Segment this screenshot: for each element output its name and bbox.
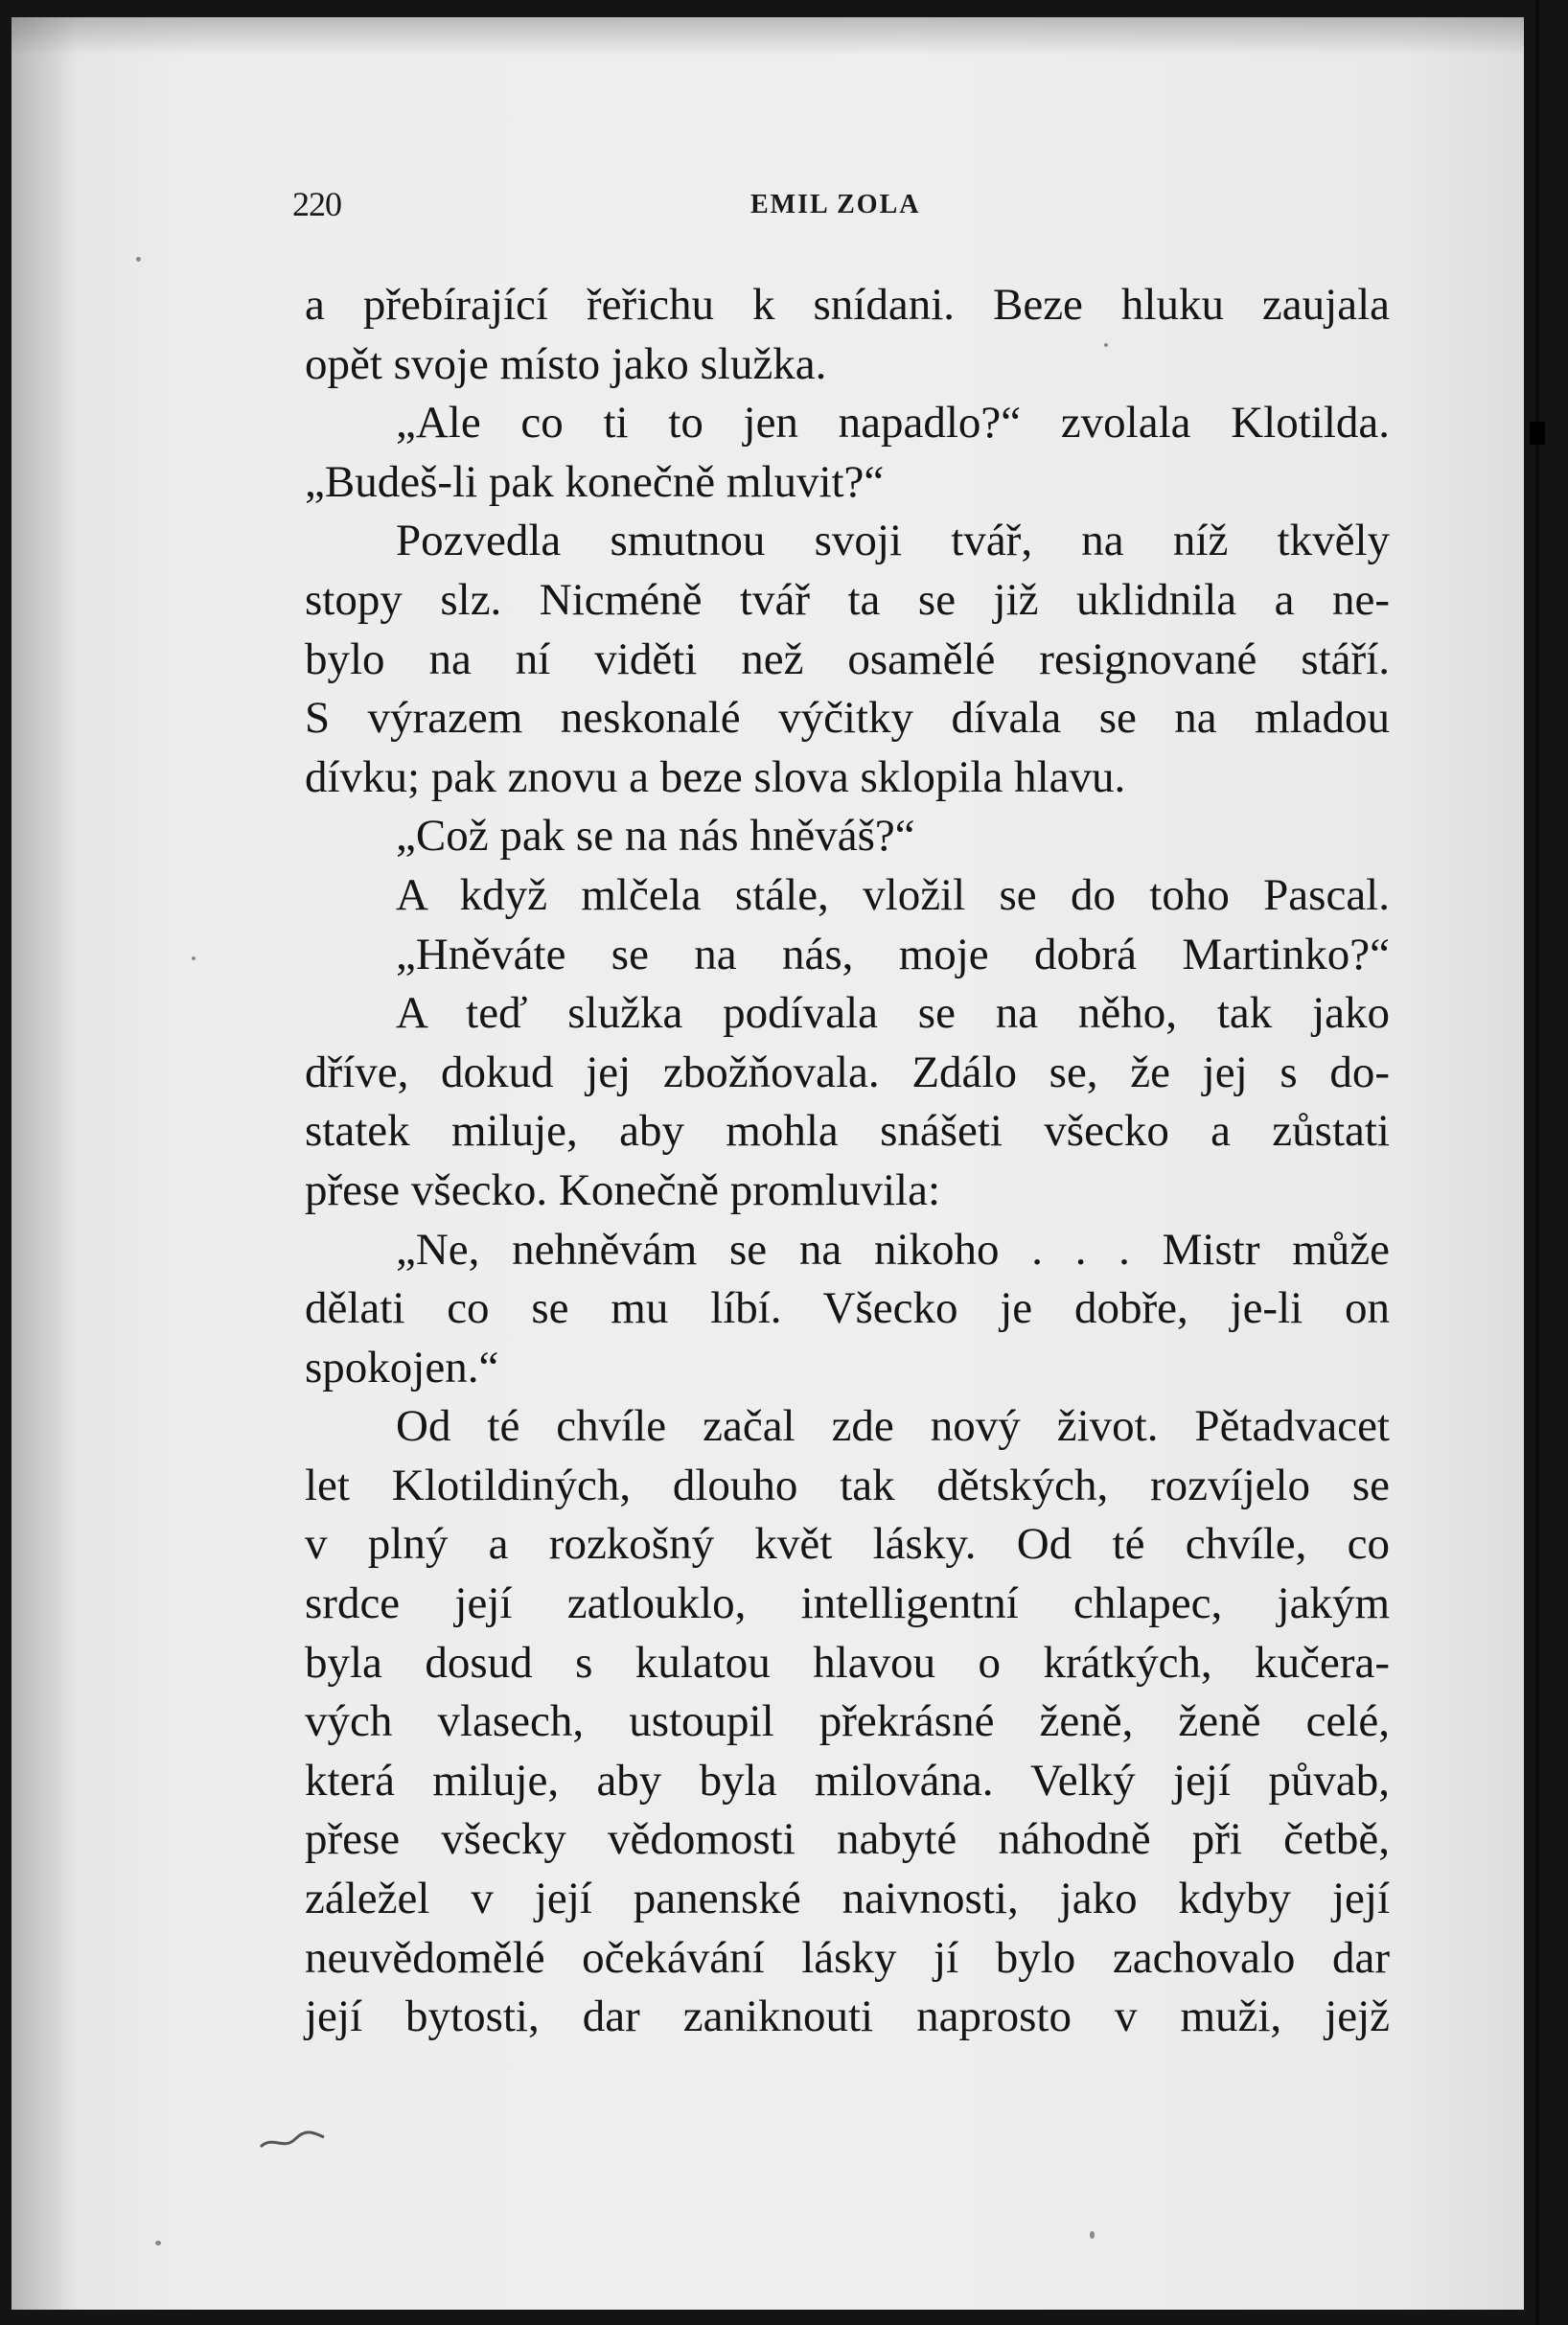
text-line: opět svoje místo jako služka. — [305, 338, 827, 389]
paper-speck — [155, 2241, 161, 2245]
text-line: A teď služka podívala se na něho, tak jako — [396, 988, 1390, 1039]
scan-edge-line — [1535, 0, 1539, 2325]
text-line: v plný a rozkošný květ lásky. Od té chvíle, co — [305, 1519, 1390, 1570]
text-line: neuvědomělé očekávání lásky jí bylo zachovalo dar — [305, 1932, 1390, 1983]
text-line: spokojen.“ — [305, 1342, 499, 1393]
text-line: dříve, dokud jej zbožňovala. Zdálo se, že jej s do- — [305, 1047, 1390, 1097]
page-number: 220 — [292, 185, 341, 223]
text-line: záležel v její panenské naivnosti, jako kdyby její — [305, 1874, 1390, 1924]
text-line: statek miluje, aby mohla snášeti všecko a zůstati — [305, 1106, 1390, 1157]
paper-speck — [136, 257, 141, 262]
text-line: dělati co se mu líbí. Všecko je dobře, je-li on — [305, 1283, 1390, 1334]
text-line: let Klotildiných, dlouho tak dětských, rozvíjelo se — [305, 1460, 1390, 1510]
text-line: byla dosud s kulatou hlavou o krátkých, kučera- — [305, 1637, 1390, 1688]
text-line: její bytosti, dar zaniknouti naprosto v muži, jejž — [305, 1991, 1390, 2042]
text-line: S výrazem neskonalé výčitky dívala se na mladou — [305, 693, 1390, 744]
paper-speck — [1090, 2231, 1095, 2239]
text-line: srdce její zatlouklo, intelligentní chlapec, jakým — [305, 1578, 1390, 1629]
top-edge-shadow — [12, 17, 1524, 56]
text-line: Od té chvíle začal zde nový život. Pětadvacet — [396, 1401, 1390, 1452]
body-text — [305, 276, 1390, 2047]
text-line: stopy slz. Nicméně tvář ta se již uklidnila a ne- — [305, 574, 1390, 625]
text-line: přese všecko. Konečně promluvila: — [305, 1164, 941, 1215]
binding-shadow — [12, 17, 79, 2310]
paper-speck — [192, 956, 196, 960]
text-line: dívku; pak znovu a beze slova sklopila hlavu. — [305, 751, 1126, 802]
text-line: „Ne, nehněvám se na nikoho . . . Mistr může — [396, 1224, 1390, 1275]
text-line: „Což pak se na nás hněváš?“ — [396, 811, 915, 862]
text-line: bylo na ní viděti než osamělé resignované stáří. — [305, 633, 1390, 684]
header-author: EMIL ZOLA — [750, 190, 921, 219]
text-line: „Hněváte se na nás, moje dobrá Martinko?“ — [396, 929, 1390, 979]
text-line: která miluje, aby byla milována. Velký její půvab, — [305, 1755, 1390, 1806]
text-line: „Budeš-li pak konečně mluvit?“ — [305, 456, 885, 507]
running-head — [292, 184, 1404, 226]
text-line: vých vlasech, ustoupil překrásné ženě, ženě celé, — [305, 1696, 1390, 1747]
text-line: přese všecky vědomosti nabyté náhodně při četbě, — [305, 1814, 1390, 1865]
text-line: a přebírající řeřichu k snídani. Beze hluku zaujala — [305, 280, 1390, 330]
text-line: A když mlčela stále, vložil se do toho Pascal. — [396, 869, 1390, 920]
text-line: Pozvedla smutnou svoji tvář, na níž tkvěly — [396, 516, 1390, 566]
pencil-mark — [259, 2126, 326, 2154]
text-line: „Ale co ti to jen napadlo?“ zvolala Klotilda. — [396, 398, 1390, 449]
scan-edge-mark — [1530, 422, 1545, 445]
